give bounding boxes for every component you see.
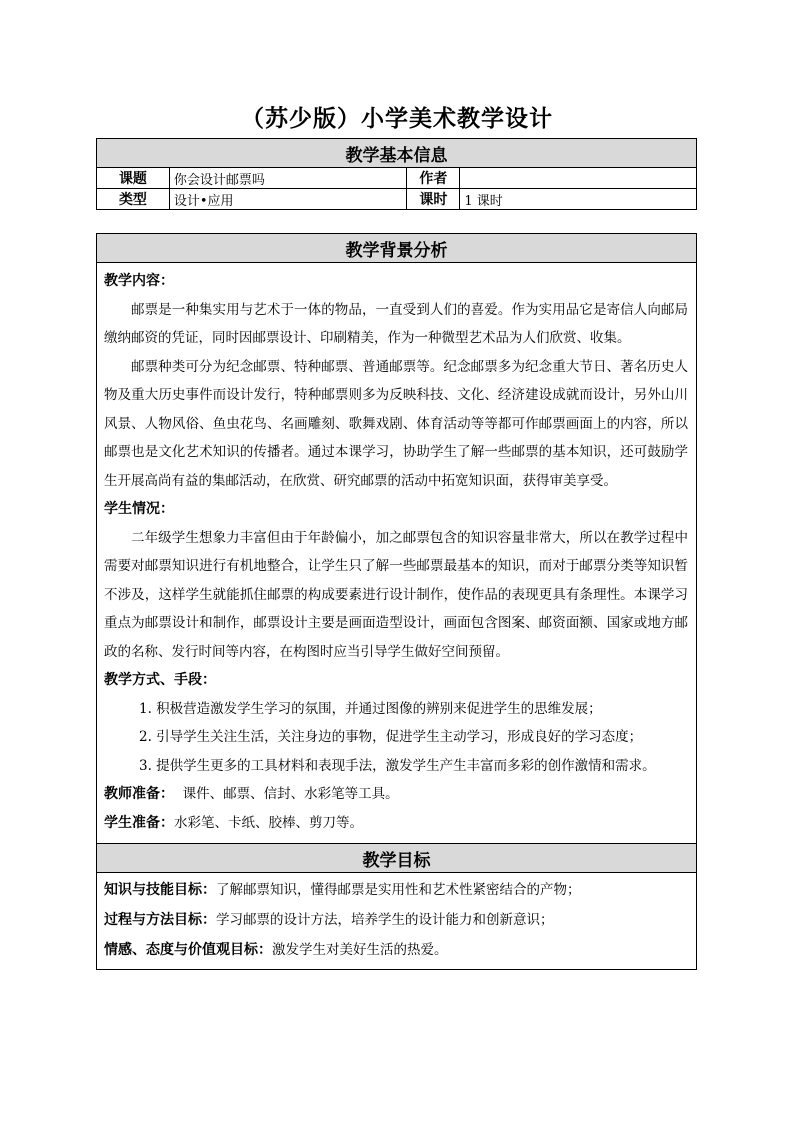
student-paragraph: 二年级学生想象力丰富但由于年龄偏小，加之邮票包含的知识容量非常大，所以在教学过程中需要对邮票知识进行有机地整合，让学生只了解一些邮票最基本的知识，而对于邮票分类等知识暂不涉及，这样学生就能抓住邮票的构成要素进行设计制作，使作品的表现更具有条理性。本课学习重点为邮票设计和制作，邮票设计主要是画面造型设计，画面包含图案、邮资面额、国家或地方邮政的名称、发行时间等内容，在构图时应当引导学生做好空间预留。: [104, 529, 688, 660]
basic-info-table: [96, 138, 697, 210]
knowledge-goal: [104, 875, 688, 905]
student-title: 学生情况：: [104, 501, 174, 517]
emotion-goal: [104, 935, 688, 965]
student-prep-value: 水彩笔、卡纸、胶棒、剪刀等。: [174, 814, 363, 831]
background-header: 教学背景分析: [97, 234, 697, 263]
lesson-value: 你会设计邮票吗: [169, 168, 407, 189]
author-label: 作者: [407, 168, 460, 189]
content-title: 教学内容：: [104, 273, 174, 289]
hours-label: 课时: [407, 189, 460, 210]
method-item: 3. 提供学生更多的工具材料和表现手法，激发学生产生丰富而多彩的创作激情和需求。: [139, 757, 656, 774]
student-prep-label: 学生准备：: [104, 814, 174, 831]
basic-info-header: 教学基本信息: [97, 139, 697, 168]
student-prep: [104, 809, 688, 838]
goals-body: [97, 873, 697, 970]
type-label: 类型: [97, 189, 170, 210]
knowledge-goal-label: 知识与技能目标：: [104, 882, 216, 898]
method-title: 教学方式、手段：: [104, 672, 216, 688]
emotion-goal-label: 情感、态度与价值观目标：: [104, 942, 272, 958]
goals-header: 教学目标: [97, 844, 697, 873]
process-goal: [104, 905, 688, 935]
emotion-goal-value: 激发学生对美好生活的热爱。: [272, 942, 448, 958]
type-value: 设计•应用: [169, 189, 407, 210]
teacher-prep-value: 课件、邮票、信封、水彩笔等工具。: [174, 786, 399, 802]
method-item: 1. 积极营造激发学生学习的氛围，并通过图像的辨别来促进学生的思维发展；: [139, 700, 602, 717]
content-paragraph-2: 邮票种类可分为纪念邮票、特种邮票、普通邮票等。纪念邮票多为纪念重大节日、著名历史人物及重大历史事件而设计发行，特种邮票则多为反映科技、文化、经济建设成就而设计，另外山川风景、人物风俗、鱼虫花鸟、名画雕刻、歌舞戏剧、体育活动等等都可作邮票画面上的内容，所以邮票也是文化艺术知识的传播者。通过本课学习，协助学生了解一些邮票的基本知识，还可鼓励学生开展高尚有益的集邮活动，在欣赏、研究邮票的活动中拓宽知识面，获得审美享受。: [104, 358, 688, 489]
hours-value: 1 课时: [460, 189, 697, 210]
teacher-prep: [104, 780, 688, 809]
method-item: 2. 引导学生关注生活，关注身边的事物，促进学生主动学习，形成良好的学习态度；: [139, 729, 643, 745]
process-goal-value: 学习邮票的设计方法，培养学生的设计能力和创新意识；: [216, 912, 554, 928]
method-list: [104, 695, 688, 781]
lesson-label: 课题: [97, 168, 170, 189]
document-title: （苏少版）小学美术教学设计: [241, 105, 553, 132]
content-paragraph-1: 邮票是一种集实用与艺术于一体的物品，一直受到人们的喜爱。作为实用品它是寄信人向邮局缴纳邮资的凭证，同时因邮票设计、印刷精美，作为一种微型艺术品为人们欣赏、收集。: [104, 301, 688, 346]
knowledge-goal-value: 了解邮票知识，懂得邮票是实用性和艺术性紧密结合的产物；: [216, 882, 581, 898]
background-body: [97, 263, 697, 844]
author-value: [460, 168, 697, 189]
teacher-prep-label: 教师准备：: [104, 786, 174, 802]
process-goal-label: 过程与方法目标：: [104, 912, 216, 928]
background-goals-table: [96, 233, 697, 970]
